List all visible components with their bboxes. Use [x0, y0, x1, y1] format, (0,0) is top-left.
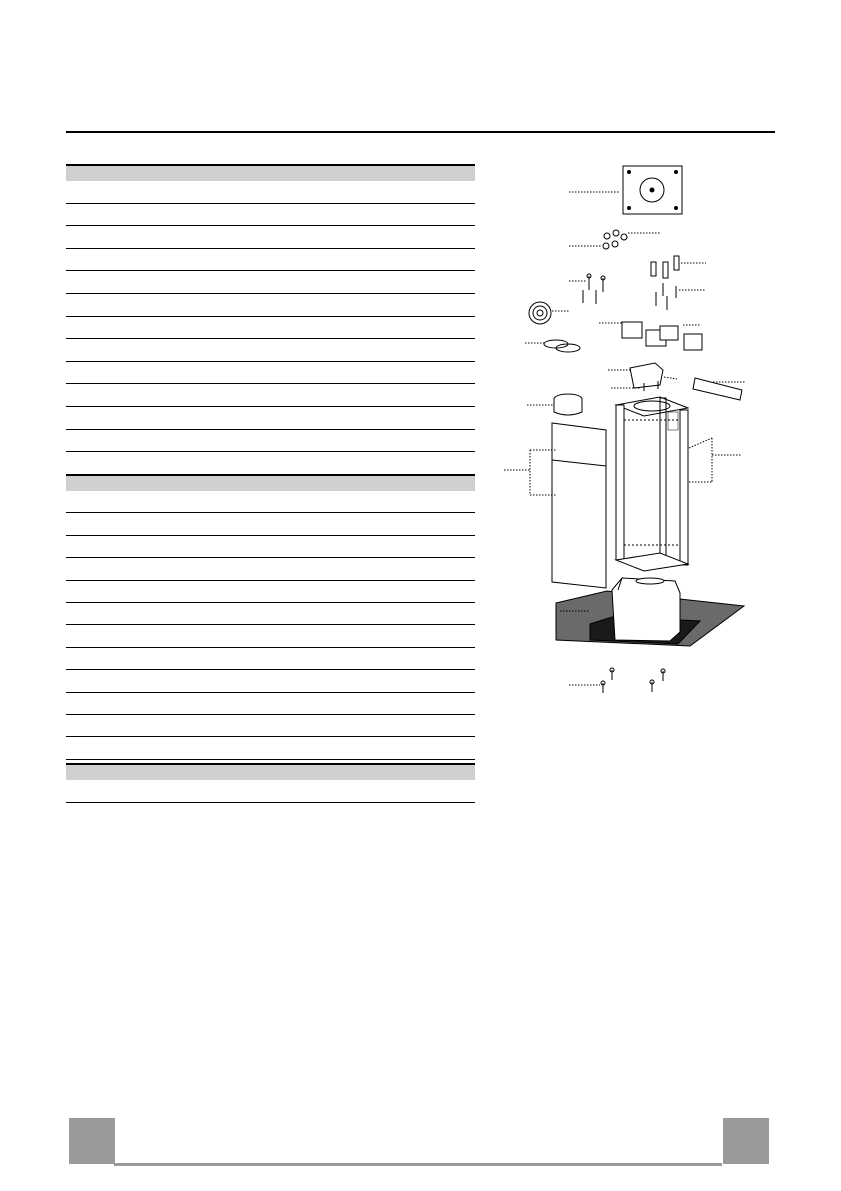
table-row — [66, 204, 475, 227]
table-rows — [66, 181, 475, 452]
footer-left-block — [69, 1118, 115, 1164]
spiral-cable — [529, 302, 570, 324]
table-row — [66, 181, 475, 204]
chimney-frame — [616, 397, 688, 571]
flange — [527, 394, 582, 415]
screws-group-1 — [569, 274, 605, 304]
table-row — [66, 625, 475, 647]
brackets — [599, 322, 702, 350]
small-plate — [608, 363, 677, 391]
section-divider — [66, 131, 775, 133]
table-row — [66, 407, 475, 430]
table-header — [66, 164, 475, 181]
table-header — [66, 474, 475, 491]
wall-plugs — [651, 256, 706, 278]
table-row — [66, 362, 475, 385]
table-row — [66, 317, 475, 340]
table-header — [66, 763, 475, 780]
table-row — [66, 384, 475, 407]
nuts-group — [569, 230, 661, 249]
table-row — [66, 737, 475, 759]
parts-table-3 — [66, 763, 475, 803]
angle-profile — [693, 378, 746, 400]
table-row — [66, 581, 475, 603]
table-row — [66, 249, 475, 272]
parts-table-2 — [66, 474, 475, 760]
clamps — [525, 340, 580, 352]
table-rows — [66, 491, 475, 760]
hood-body — [556, 578, 744, 646]
table-row — [66, 271, 475, 294]
table-row — [66, 670, 475, 692]
table-row — [66, 513, 475, 535]
footer-line — [114, 1163, 722, 1166]
table-row — [66, 558, 475, 580]
chimney-panel — [504, 423, 606, 588]
table-row — [66, 715, 475, 737]
table-row — [66, 536, 475, 558]
table-row — [66, 430, 475, 453]
exploded-assembly-diagram — [497, 160, 757, 705]
table-row — [66, 648, 475, 670]
screws-group-2 — [656, 283, 706, 310]
chimney-panel-right — [689, 438, 742, 482]
table-row — [66, 226, 475, 249]
mounting-plate — [569, 166, 682, 214]
table-row — [66, 491, 475, 513]
table-row — [66, 339, 475, 362]
table-row — [66, 780, 475, 803]
parts-table-1 — [66, 164, 475, 452]
table-row — [66, 294, 475, 317]
table-row — [66, 603, 475, 625]
table-row — [66, 693, 475, 715]
table-rows — [66, 780, 475, 803]
footer-right-block — [723, 1118, 769, 1164]
bottom-screws — [569, 668, 665, 693]
